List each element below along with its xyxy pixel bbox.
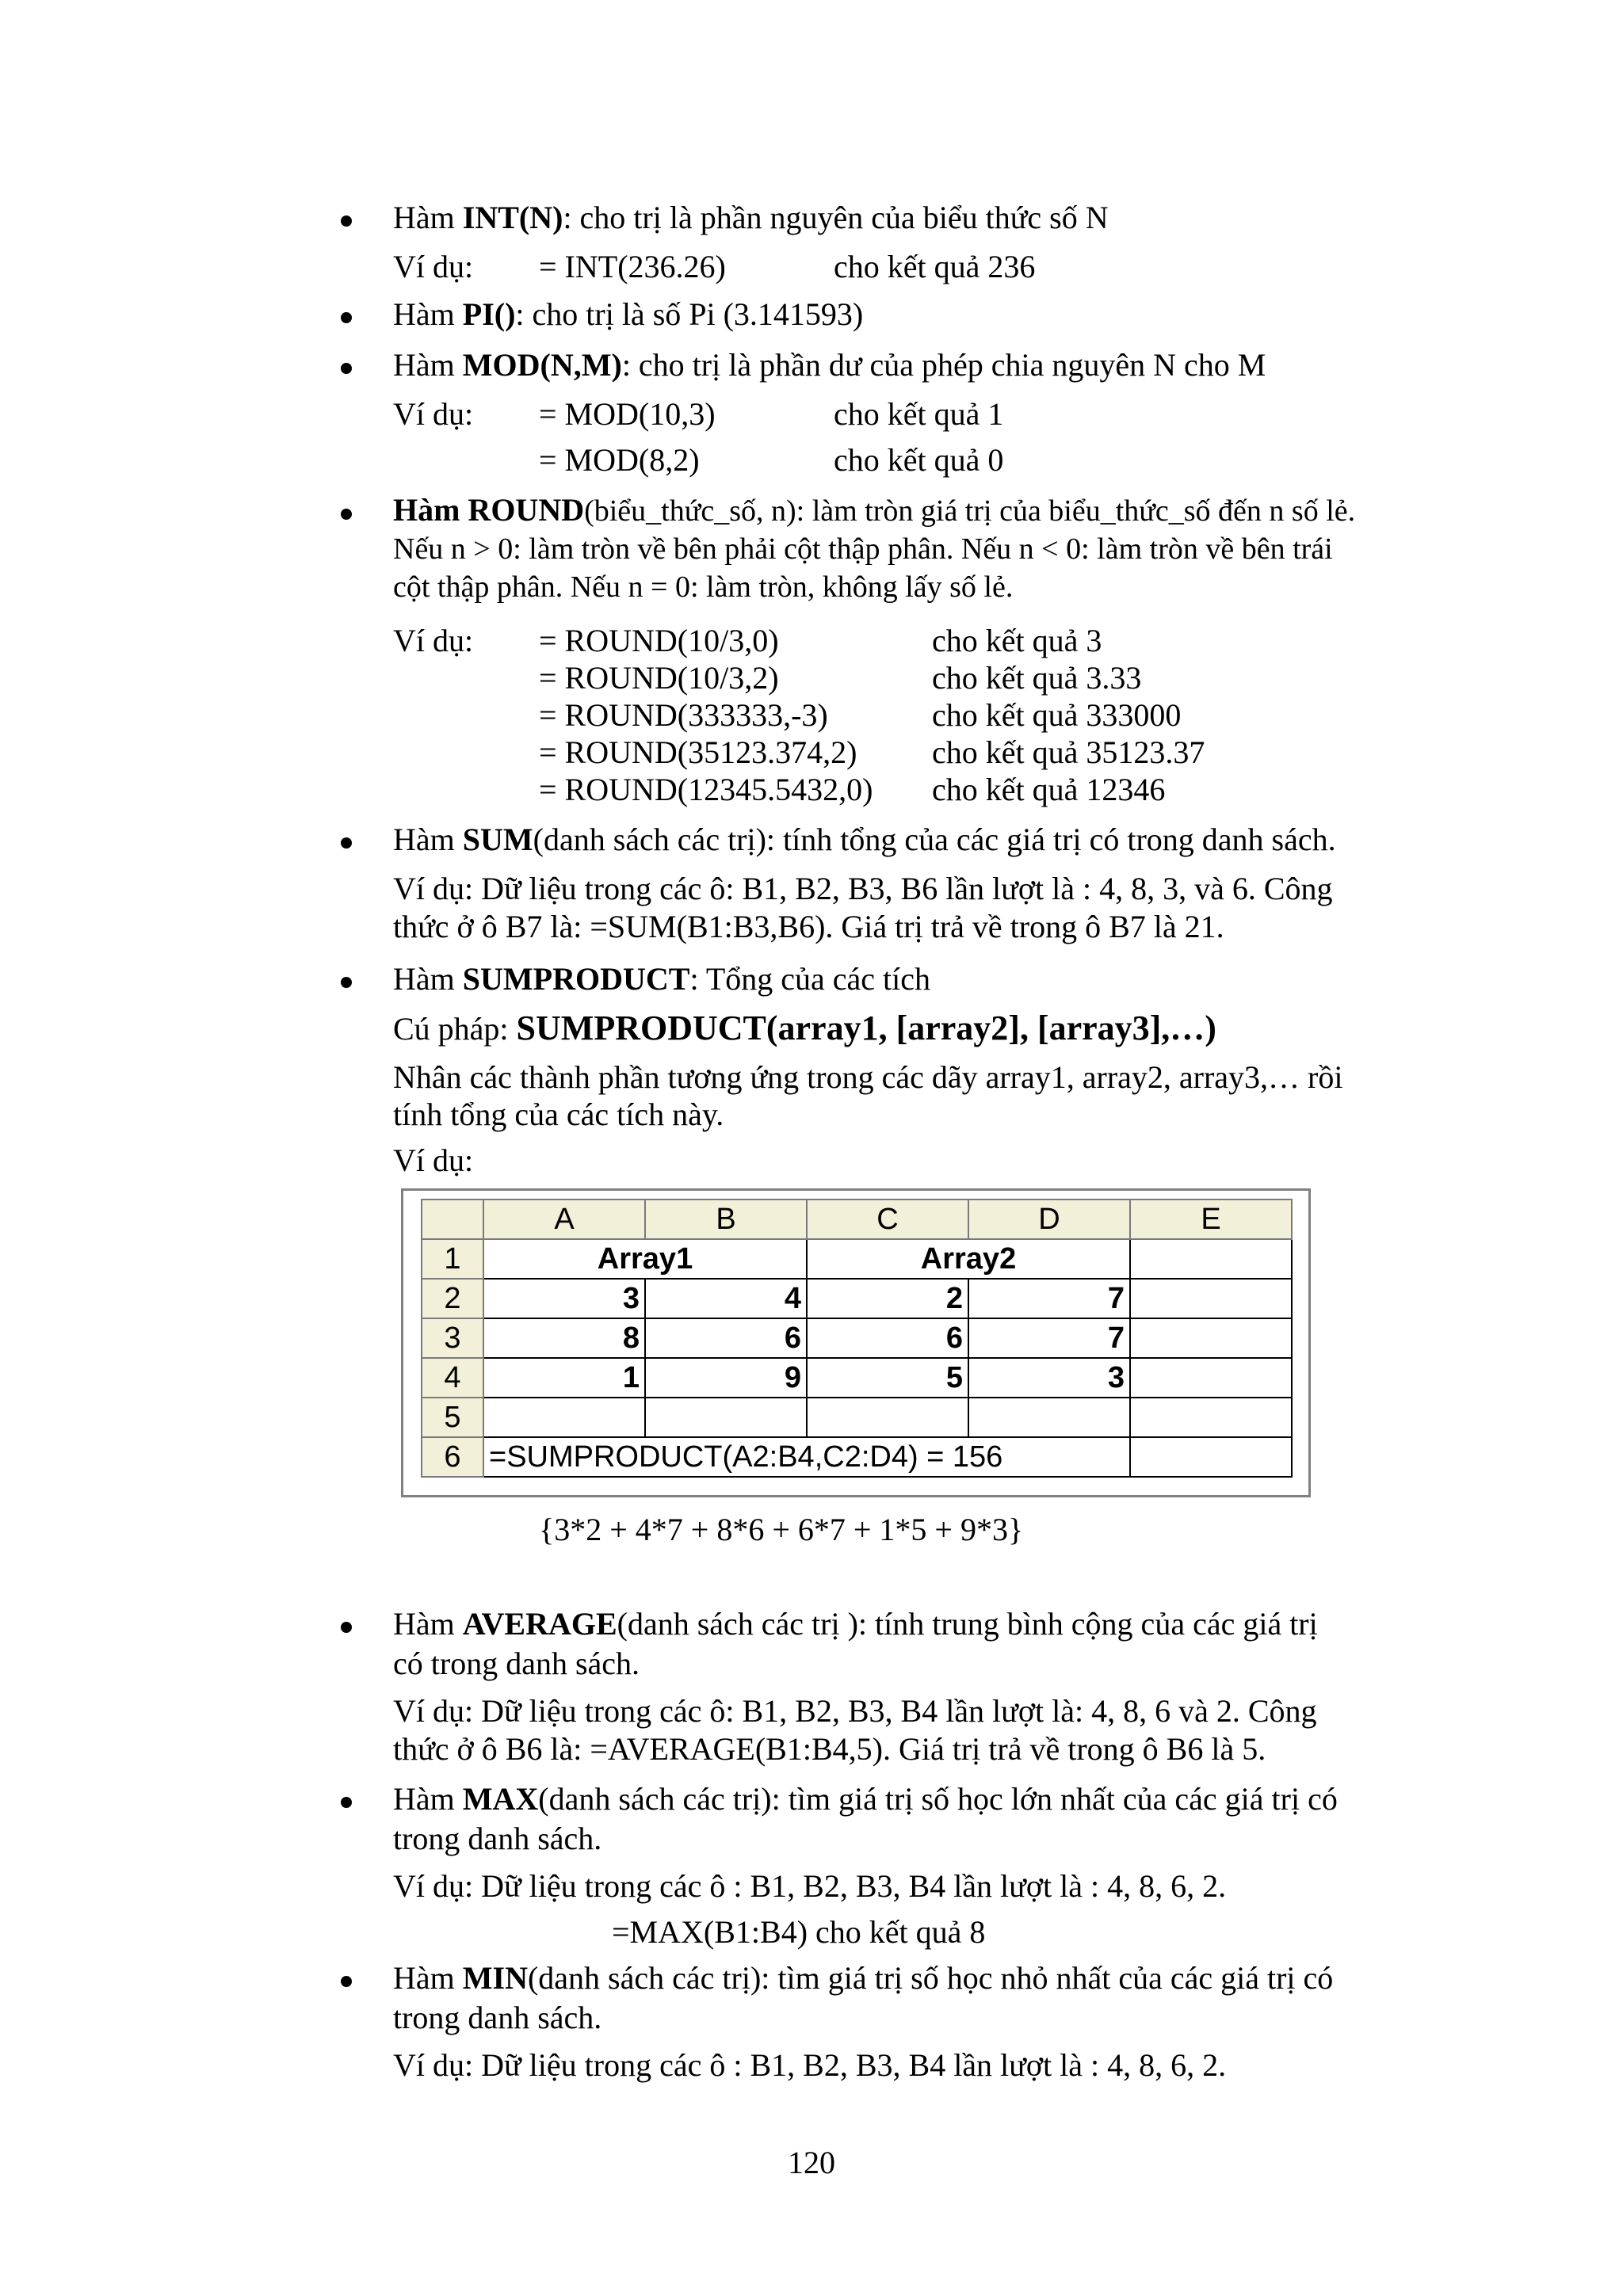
column-header-row bbox=[422, 1199, 1292, 1239]
cell-d5 bbox=[968, 1398, 1130, 1437]
cell-e2 bbox=[1130, 1279, 1292, 1318]
round-example-formula-3: = ROUND(333333,-3) bbox=[539, 697, 828, 733]
sumproduct-example-label: Ví dụ: bbox=[393, 1142, 474, 1178]
round-example-label: Ví dụ: bbox=[393, 623, 474, 658]
sum-example-line-2: thức ở ô B7 là: =SUM(B1:B3,B6). Giá trị trả về trong ô B7 là 21. bbox=[393, 909, 1224, 944]
corner-cell bbox=[422, 1199, 483, 1239]
spreadsheet-table bbox=[421, 1199, 1293, 1478]
sumproduct-name: SUMPRODUCT bbox=[462, 961, 690, 997]
col-header-b: B bbox=[645, 1199, 807, 1239]
round-example-formula-2: = ROUND(10/3,2) bbox=[539, 660, 779, 696]
page-number: 120 bbox=[788, 2145, 835, 2180]
max-desc-line-2: trong danh sách. bbox=[393, 1821, 602, 1856]
round-example-result-2: cho kết quả 3.33 bbox=[932, 660, 1142, 696]
bullet-icon bbox=[341, 509, 352, 520]
average-name: AVERAGE bbox=[462, 1606, 617, 1642]
syntax-signature: SUMPRODUCT(array1, [array2], [array3],…) bbox=[516, 1009, 1216, 1047]
sheet-row-2 bbox=[422, 1279, 1292, 1318]
mod-example-label: Ví dụ: bbox=[393, 396, 474, 432]
int-example-label: Ví dụ: bbox=[393, 249, 474, 284]
mod-example-result-2: cho kết quả 0 bbox=[834, 442, 1004, 478]
bullet-icon bbox=[341, 977, 352, 988]
array2-label-cell: Array2 bbox=[807, 1239, 1130, 1279]
cell-a4: 1 bbox=[483, 1358, 645, 1398]
pi-item bbox=[393, 295, 1384, 334]
round-example-result-4: cho kết quả 35123.37 bbox=[932, 734, 1205, 770]
sumproduct-item bbox=[393, 959, 1384, 999]
max-pre: Hàm bbox=[393, 1781, 463, 1817]
cell-d3: 7 bbox=[968, 1318, 1130, 1358]
cell-a3: 8 bbox=[483, 1318, 645, 1358]
array1-label-cell: Array1 bbox=[483, 1239, 807, 1279]
average-desc: (danh sách các trị ): tính trung bình cộng của các giá trị bbox=[617, 1606, 1318, 1642]
bullet-icon bbox=[341, 215, 352, 227]
int-example-formula: = INT(236.26) bbox=[539, 249, 726, 284]
int-example-result: cho kết quả 236 bbox=[834, 249, 1036, 284]
average-item bbox=[393, 1604, 1384, 1684]
cell-c2: 2 bbox=[807, 1279, 968, 1318]
mod-item bbox=[393, 345, 1384, 385]
sumproduct-desc-line-1: Nhân các thành phần tương ứng trong các dãy array1, array2, array3,… rồi bbox=[393, 1059, 1343, 1095]
max-name: MAX bbox=[462, 1781, 539, 1817]
mod-pre: Hàm bbox=[393, 347, 463, 383]
max-item bbox=[393, 1779, 1384, 1859]
bullet-icon bbox=[341, 363, 352, 374]
round-item bbox=[393, 491, 1384, 606]
row-header-2: 2 bbox=[422, 1279, 483, 1318]
mod-name: MOD(N,M) bbox=[462, 347, 622, 383]
sumproduct-desc-line-2: tính tổng của các tích này. bbox=[393, 1097, 724, 1132]
pi-pre: Hàm bbox=[393, 296, 463, 332]
cell-e3 bbox=[1130, 1318, 1292, 1358]
min-example-line-1: Ví dụ: Dữ liệu trong các ô : B1, B2, B3, B4 lần lượt là : 4, 8, 6, 2. bbox=[393, 2047, 1227, 2083]
sum-name: SUM bbox=[462, 822, 533, 857]
col-header-c: C bbox=[807, 1199, 968, 1239]
sheet-row-3 bbox=[422, 1318, 1292, 1358]
col-header-a: A bbox=[483, 1199, 645, 1239]
row-header-3: 3 bbox=[422, 1318, 483, 1358]
average-desc-line-2: có trong danh sách. bbox=[393, 1646, 640, 1681]
max-desc: (danh sách các trị): tìm giá trị số học lớn nhất của các giá trị có bbox=[538, 1781, 1338, 1817]
cell-c5 bbox=[807, 1398, 968, 1437]
max-example-line-2: =MAX(B1:B4) cho kết quả 8 bbox=[612, 1914, 986, 1950]
cell-d2: 7 bbox=[968, 1279, 1130, 1318]
mod-example-result-1: cho kết quả 1 bbox=[834, 396, 1004, 432]
sum-pre: Hàm bbox=[393, 822, 463, 857]
max-example-line-1: Ví dụ: Dữ liệu trong các ô : B1, B2, B3, B4 lần lượt là : 4, 8, 6, 2. bbox=[393, 1868, 1227, 1904]
sheet-row-1 bbox=[422, 1239, 1292, 1279]
cell-b5 bbox=[645, 1398, 807, 1437]
sum-example-line-1: Ví dụ: Dữ liệu trong các ô: B1, B2, B3, B6 lần lượt là : 4, 8, 3, và 6. Công bbox=[393, 871, 1333, 906]
round-line-2: Nếu n > 0: làm tròn về bên phải cột thập phân. Nếu n < 0: làm tròn về bên trái bbox=[393, 532, 1333, 566]
mod-desc: : cho trị là phần dư của phép chia nguyên N cho M bbox=[621, 347, 1266, 383]
col-header-e: E bbox=[1130, 1199, 1292, 1239]
row-header-6: 6 bbox=[422, 1437, 483, 1477]
row-header-1: 1 bbox=[422, 1239, 483, 1279]
row-header-5: 5 bbox=[422, 1398, 483, 1437]
pi-desc: : cho trị là số Pi (3.141593) bbox=[515, 296, 864, 332]
cell-e1 bbox=[1130, 1239, 1292, 1279]
cell-a5 bbox=[483, 1398, 645, 1437]
spreadsheet-figure bbox=[401, 1188, 1311, 1497]
sum-item bbox=[393, 820, 1384, 860]
sheet-row-4 bbox=[422, 1358, 1292, 1398]
cell-e5 bbox=[1130, 1398, 1292, 1437]
col-header-d: D bbox=[968, 1199, 1130, 1239]
sumproduct-desc: : Tổng của các tích bbox=[689, 961, 931, 997]
int-item bbox=[393, 198, 1384, 238]
min-desc-line-2: trong danh sách. bbox=[393, 2000, 602, 2035]
cell-e4 bbox=[1130, 1358, 1292, 1398]
round-example-formula-1: = ROUND(10/3,0) bbox=[539, 623, 779, 658]
sum-desc: (danh sách các trị): tính tổng của các giá trị có trong danh sách. bbox=[533, 822, 1336, 857]
sumproduct-syntax bbox=[393, 1009, 1216, 1049]
cell-b4: 9 bbox=[645, 1358, 807, 1398]
mod-example-formula-2: = MOD(8,2) bbox=[539, 442, 700, 478]
sheet-row-6 bbox=[422, 1437, 1292, 1477]
cell-b3: 6 bbox=[645, 1318, 807, 1358]
cell-e6 bbox=[1130, 1437, 1292, 1477]
formula-cell: =SUMPRODUCT(A2:B4,C2:D4) = 156 bbox=[483, 1437, 1130, 1477]
min-desc: (danh sách các trị): tìm giá trị số học nhỏ nhất của các giá trị có bbox=[527, 1960, 1334, 1996]
bullet-icon bbox=[341, 1622, 352, 1633]
round-example-result-3: cho kết quả 333000 bbox=[932, 697, 1182, 733]
sheet-row-5 bbox=[422, 1398, 1292, 1437]
cell-c4: 5 bbox=[807, 1358, 968, 1398]
min-pre: Hàm bbox=[393, 1960, 463, 1996]
average-example-line-1: Ví dụ: Dữ liệu trong các ô: B1, B2, B3, B4 lần lượt là: 4, 8, 6 và 2. Công bbox=[393, 1693, 1317, 1729]
bullet-icon bbox=[341, 1976, 352, 1987]
average-pre: Hàm bbox=[393, 1606, 463, 1642]
pi-name: PI() bbox=[462, 296, 516, 332]
int-pre: Hàm bbox=[393, 200, 463, 235]
row-header-4: 4 bbox=[422, 1358, 483, 1398]
sumproduct-pre: Hàm bbox=[393, 961, 463, 997]
cell-d4: 3 bbox=[968, 1358, 1130, 1398]
cell-b2: 4 bbox=[645, 1279, 807, 1318]
int-desc: : cho trị là phần nguyên của biểu thức số N bbox=[563, 200, 1109, 235]
bullet-icon bbox=[341, 837, 352, 849]
bullet-icon bbox=[341, 312, 352, 323]
round-name: Hàm ROUND bbox=[393, 492, 585, 528]
round-example-result-5: cho kết quả 12346 bbox=[932, 772, 1166, 807]
mod-example-formula-1: = MOD(10,3) bbox=[539, 396, 716, 432]
round-example-result-1: cho kết quả 3 bbox=[932, 623, 1102, 658]
cell-a2: 3 bbox=[483, 1279, 645, 1318]
round-example-formula-5: = ROUND(12345.5432,0) bbox=[539, 772, 873, 807]
sumproduct-explanation: {3*2 + 4*7 + 8*6 + 6*7 + 1*5 + 9*3} bbox=[539, 1512, 1024, 1547]
min-name: MIN bbox=[462, 1960, 528, 1996]
int-name: INT(N) bbox=[462, 200, 563, 235]
cell-c3: 6 bbox=[807, 1318, 968, 1358]
syntax-label: Cú pháp: bbox=[393, 1011, 517, 1047]
min-item bbox=[393, 1958, 1384, 2038]
round-line-3: cột thập phân. Nếu n = 0: làm tròn, không lấy số lẻ. bbox=[393, 570, 1014, 604]
round-args: (biểu_thức_số, n): làm tròn giá trị của biểu_thức_số đến n số lẻ. bbox=[584, 494, 1356, 528]
round-example-formula-4: = ROUND(35123.374,2) bbox=[539, 734, 857, 770]
bullet-icon bbox=[341, 1797, 352, 1808]
average-example-line-2: thức ở ô B6 là: =AVERAGE(B1:B4,5). Giá trị trả về trong ô B6 là 5. bbox=[393, 1731, 1266, 1767]
